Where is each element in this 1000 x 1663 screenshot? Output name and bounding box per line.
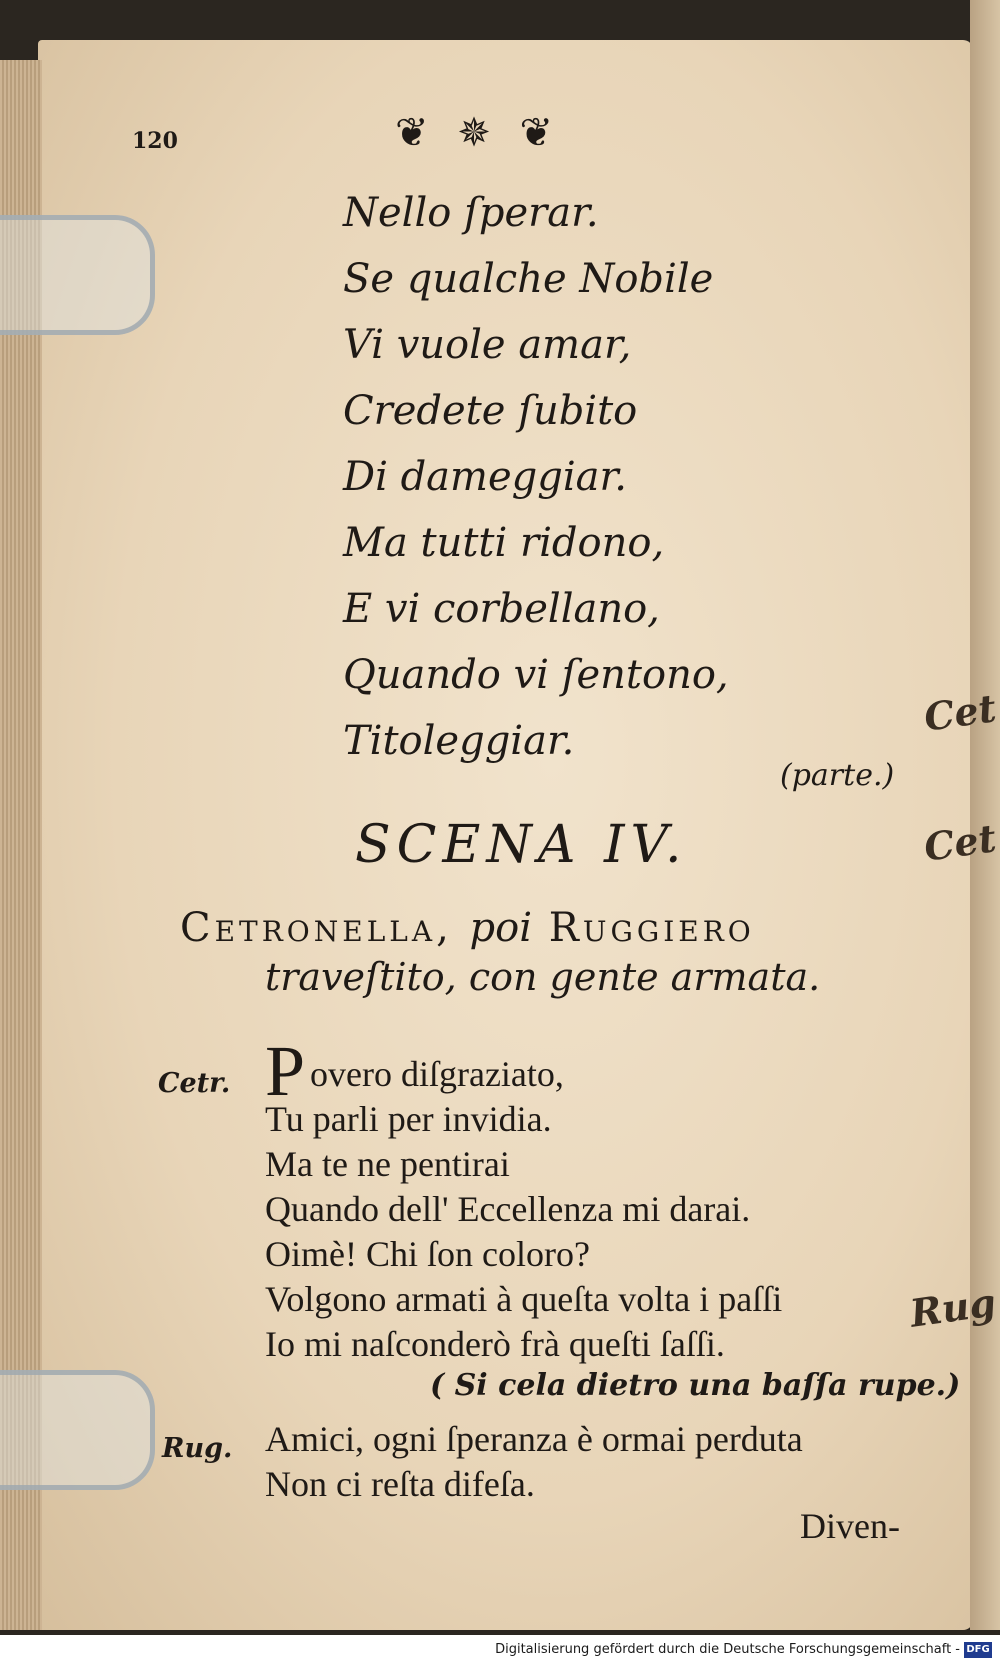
book-clip-top	[0, 215, 155, 335]
dialogue-line: Tu parli per invidia.	[265, 1099, 552, 1139]
footer-credit: Digitalisierung gefördert durch die Deutsche Forschungsgemeinschaft -	[495, 1642, 960, 1657]
character-name: Cetronella,	[180, 905, 453, 951]
scene-characters	[180, 905, 755, 951]
aria-line: Nello ſperar.	[343, 190, 599, 236]
facing-page-mark: Cet	[921, 685, 999, 740]
aria-line: Se qualche Nobile	[343, 256, 714, 302]
exit-direction: (parte.)	[780, 758, 895, 793]
scene-characters-detail: traveſtito, con gente armata.	[265, 955, 821, 999]
facing-page-mark: Cet	[921, 815, 999, 870]
character-name: Ruggiero	[548, 905, 755, 951]
facing-page-mark: Rug	[907, 1279, 999, 1336]
dialogue-line: Amici, ogni ſperanza è ormai perduta	[265, 1419, 803, 1459]
characters-joiner: poi	[469, 905, 533, 951]
dialogue-line: Oimè! Chi ſon coloro?	[265, 1234, 590, 1274]
scene-title: SCENA IV.	[355, 815, 688, 875]
dfg-logo-icon: DFG	[964, 1642, 992, 1658]
header-ornament: ❦ ✵ ❦	[395, 110, 561, 156]
page-number: 120	[132, 128, 178, 154]
book-clip-bottom	[0, 1370, 155, 1490]
aria-line: Titoleggiar.	[343, 718, 575, 764]
speaker-label: Rug.	[162, 1433, 233, 1464]
dialogue-line: Io mi naſconderò frà queſti ſaſſi.	[265, 1324, 725, 1364]
aria-line: Di dameggiar.	[343, 454, 627, 500]
stage-direction: ( Si cela dietro una baſſa rupe.)	[430, 1368, 961, 1403]
dialogue-line: overo diſgraziato,	[310, 1054, 564, 1094]
catchword: Diven-	[800, 1506, 900, 1546]
dialogue-line: Non ci reſta difeſa.	[265, 1464, 535, 1504]
aria-line: Credete ſubito	[343, 388, 638, 434]
dialogue-line: Quando dell' Eccellenza mi darai.	[265, 1189, 751, 1229]
aria-line: E vi corbellano,	[343, 586, 660, 632]
facing-page-edge	[970, 0, 1000, 1630]
aria-line: Quando vi ſentono,	[343, 652, 729, 698]
speaker-label: Cetr.	[158, 1068, 231, 1099]
dialogue-line: Ma te ne pentirai	[265, 1144, 510, 1184]
drop-cap: P	[265, 1031, 306, 1111]
aria-line: Ma tutti ridono,	[343, 520, 665, 566]
aria-line: Vi vuole amar,	[343, 322, 632, 368]
dialogue-line: Volgono armati à queſta volta i paſſi	[265, 1279, 783, 1319]
